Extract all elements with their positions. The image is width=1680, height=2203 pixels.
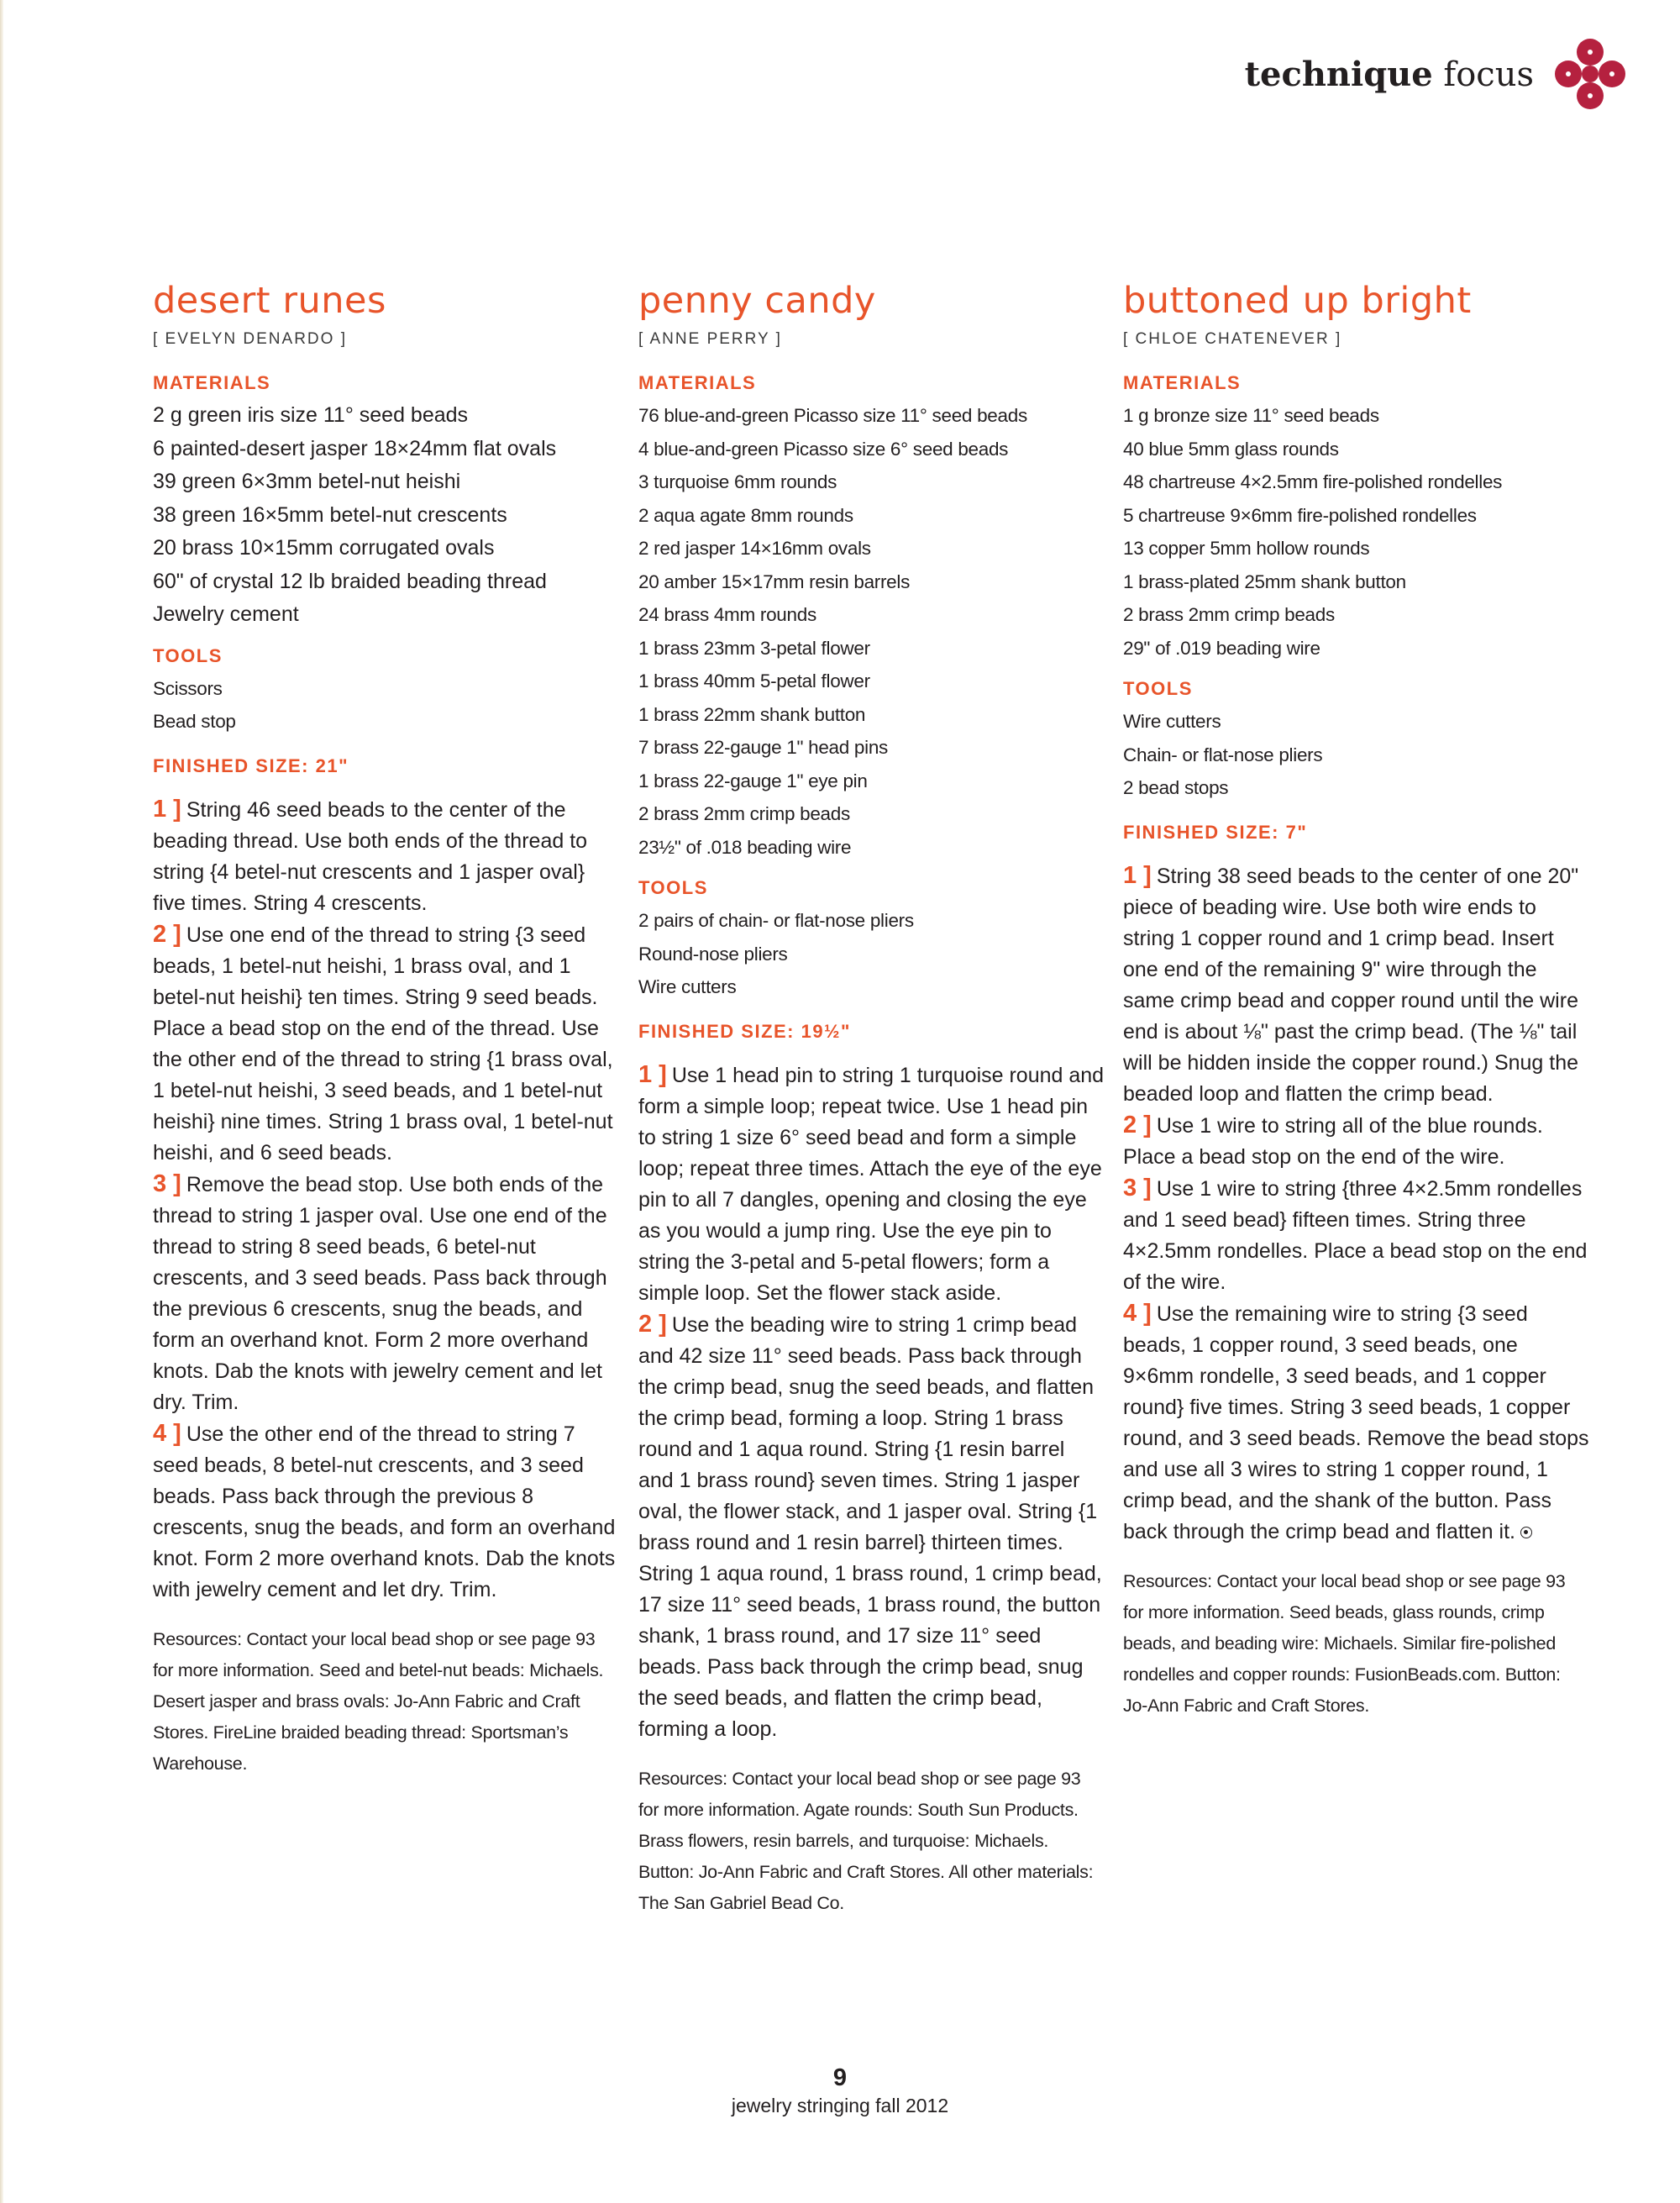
project-desert-runes <box>153 273 619 1780</box>
step-number: 2 ] <box>1123 1111 1152 1138</box>
list-item: 2 bead stops <box>1123 777 1229 798</box>
list-item: 1 brass 22mm shank button <box>638 703 866 725</box>
steps <box>153 794 619 1606</box>
resources-note: Resources: Contact your local bead shop or see page 93 for more information. Seed and betel-nut beads: Michaels. Desert jasper and brass ovals: Jo-Ann Fabric and Craft Stores. FireLine braided beading thread: Sportsman’s Warehouse. <box>153 1628 604 1774</box>
tools-heading: TOOLS <box>1123 678 1193 699</box>
list-item: Wire cutters <box>1123 711 1221 732</box>
list-item: 76 blue-and-green Picasso size 11° seed beads <box>638 405 1027 426</box>
list-item: 4 blue-and-green Picasso size 6° seed beads <box>638 438 1009 460</box>
tools-list <box>638 904 1105 1004</box>
page-spine-edge <box>0 0 3 2203</box>
step-text: Use the remaining wire to string {3 seed beads, 1 copper round, 3 seed beads, one 9×6mm rondelle, 3 seed beads, and 1 copper round} five times. String 3 seed beads, 1 copper round, and 3 seed beads. Remove the bead stops and use all 3 wires to string 1 copper round, 1 crimp bead, and the shank of the button. Pass back through the crimp bead and flatten it. <box>1123 1301 1589 1543</box>
section-header <box>1245 32 1628 116</box>
list-item: 1 brass 40mm 5-petal flower <box>638 670 870 691</box>
list-item: 40 blue 5mm glass rounds <box>1123 438 1339 460</box>
tools-heading: TOOLS <box>638 877 708 898</box>
page-footer <box>0 2063 1680 2118</box>
finished-size: FINISHED SIZE: 21" <box>153 754 349 776</box>
materials-heading: MATERIALS <box>153 372 271 393</box>
list-item: 1 brass 23mm 3-petal flower <box>638 637 870 659</box>
list-item: 5 chartreuse 9×6mm fire-polished rondelles <box>1123 504 1477 526</box>
project-title: buttoned up bright <box>1123 280 1472 322</box>
list-item: 38 green 16×5mm betel-nut crescents <box>153 502 507 527</box>
step <box>1123 860 1589 1110</box>
list-item: 13 copper 5mm hollow rounds <box>1123 538 1370 559</box>
list-item: 7 brass 22-gauge 1" head pins <box>638 737 889 758</box>
step-text: Use the other end of the thread to string 7 seed beads, 8 betel-nut crescents, and 3 seed beads. Pass back through the previous 8 crescents, snug the beads, and form an overhand knot. Form 2 more overhand knots. Dab the knots with jewelry cement and let dry. Trim. <box>153 1422 616 1601</box>
step <box>153 794 619 919</box>
list-item: 20 amber 15×17mm resin barrels <box>638 570 911 592</box>
project-penny-candy <box>638 273 1105 1919</box>
list-item: Bead stop <box>153 711 236 732</box>
step-number: 3 ] <box>1123 1174 1152 1201</box>
materials-list <box>638 399 1105 864</box>
list-item: 48 chartreuse 4×2.5mm fire-polished rondelles <box>1123 471 1503 492</box>
step-number: 1 ] <box>1123 861 1152 889</box>
step <box>1123 1110 1589 1173</box>
step-text: Remove the bead stop. Use both ends of the thread to string 1 jasper oval. Use one end of the thread to string 8 seed beads, 6 betel-nut crescents, and 3 seed beads. Pass back through the previous 6 crescents, snug the beads, and form an overhand knot. Form 2 more overhand knots. Dab the knots with jewelry cement and let dry. Trim. <box>153 1172 607 1414</box>
step-text: Use 1 head pin to string 1 turquoise round and form a simple loop; repeat twice. Use 1 head pin to string 1 size 6° seed bead and form a simple loop; repeat three times. Attach the eye of the eye pin to all 7 dangles, opening and closing the eye as you would a jump ring. Use the eye pin to string the 3-petal and 5-petal flowers; form a simple loop. Set the flower stack aside. <box>638 1063 1105 1305</box>
resources-note: Resources: Contact your local bead shop or see page 93 for more information. Agate rounds: South Sun Products. Brass flowers, resin barrels, and turquoise: Michaels. Button: Jo-Ann Fabric and Craft Stores. All other materials: The San Gabriel Bead Co. <box>638 1768 1094 1913</box>
step <box>153 1418 619 1606</box>
step-number: 1 ] <box>153 795 181 823</box>
section-title <box>1245 55 1534 94</box>
list-item: Chain- or flat-nose pliers <box>1123 744 1323 765</box>
materials-heading: MATERIALS <box>638 372 757 393</box>
tools-list <box>1123 705 1589 805</box>
list-item: 24 brass 4mm rounds <box>638 604 816 625</box>
step <box>1123 1173 1589 1298</box>
step-text: String 46 seed beads to the center of the beading thread. Use both ends of the thread to string {4 betel-nut crescents and 1 jasper oval} five times. String 4 crescents. <box>153 797 588 915</box>
list-item: Jewelry cement <box>153 602 299 626</box>
project-byline: [ EVELYN DENARDO ] <box>153 330 347 348</box>
list-item: Wire cutters <box>638 976 737 997</box>
materials-list <box>1123 399 1589 665</box>
step-text: Use the beading wire to string 1 crimp bead and 42 size 11° seed beads. Pass back through the crimp bead, snug the seed beads, and flatten the crimp bead, forming a loop. String 1 brass round and 1 aqua round. String {1 resin barrel and 1 brass round} seven times. String 1 jasper oval, the flower stack, and 1 jasper oval. String {1 brass round and 1 resin barrel} thirteen times. String 1 aqua round, 1 brass round, 1 crimp bead, 17 size 11° seed beads, 1 brass round, the button shank, 1 brass round, and 17 size 11° seed beads. Pass back through the crimp bead, snug the seed beads, and flatten the crimp bead, forming a loop. <box>638 1312 1102 1741</box>
steps <box>1123 860 1589 1548</box>
step <box>638 1059 1105 1309</box>
step-number: 4 ] <box>1123 1299 1152 1327</box>
list-item: 1 brass-plated 25mm shank button <box>1123 570 1406 592</box>
list-item: 1 g bronze size 11° seed beads <box>1123 405 1379 426</box>
page-number: 9 <box>832 2064 848 2091</box>
materials-list <box>153 399 619 632</box>
list-item: 29" of .019 beading wire <box>1123 637 1320 659</box>
project-buttoned-up-bright <box>1123 273 1589 1722</box>
list-item: Round-nose pliers <box>638 943 788 965</box>
step <box>1123 1298 1589 1548</box>
section-title-light: focus <box>1443 55 1534 94</box>
step-text: Use 1 wire to string {three 4×2.5mm rondelles and 1 seed bead} fifteen times. String three 4×2.5mm rondelles. Place a bead stop on the end of the wire. <box>1123 1176 1588 1294</box>
list-item: 39 green 6×3mm betel-nut heishi <box>153 470 461 493</box>
step <box>153 1169 619 1418</box>
project-byline: [ CHLOE CHATENEVER ] <box>1123 330 1342 348</box>
section-title-bold: technique <box>1244 54 1433 94</box>
list-item: 20 brass 10×15mm corrugated ovals <box>153 536 495 560</box>
project-byline: [ ANNE PERRY ] <box>638 330 782 348</box>
project-title: desert runes <box>153 280 386 322</box>
list-item: 60" of crystal 12 lb braided beading thread <box>153 569 547 593</box>
list-item: 2 g green iris size 11° seed beads <box>153 403 469 427</box>
finished-size: FINISHED SIZE: 19½" <box>638 1020 851 1042</box>
steps <box>638 1059 1105 1745</box>
step-text: Use 1 wire to string all of the blue rounds. Place a bead stop on the end of the wire. <box>1123 1113 1543 1169</box>
list-item: 23½" of .018 beading wire <box>638 836 852 858</box>
list-item: 2 pairs of chain- or flat-nose pliers <box>638 910 914 931</box>
step-number: 1 ] <box>638 1060 667 1088</box>
list-item: Scissors <box>153 677 223 699</box>
step <box>153 919 619 1169</box>
tools-heading: TOOLS <box>153 644 223 666</box>
step-text: Use one end of the thread to string {3 seed beads, 1 betel-nut heishi, 1 brass oval, and 1 betel-nut heishi} ten times. String 9 seed beads. Place a bead stop on the end of the thread. Use the other end of the thread to string {1 brass oval, 1 betel-nut heishi, 3 seed beads, and 1 betel-nut heishi} nine times. String 1 brass oval, 1 betel-nut heishi, and 6 seed beads. <box>153 923 613 1165</box>
list-item: 6 painted-desert jasper 18×24mm flat ovals <box>153 436 557 460</box>
list-item: 2 red jasper 14×16mm ovals <box>638 538 871 559</box>
list-item: 2 brass 2mm crimp beads <box>1123 604 1335 625</box>
step-number: 4 ] <box>153 1419 181 1447</box>
step-text: String 38 seed beads to the center of one 20" piece of beading wire. Use both wire ends to string 1 copper round and 1 crimp bead. Insert one end of the remaining 9" wire through the same crimp bead and copper round until the wire end is about ⅛" past the crimp bead. (The ⅛" tail will be hidden inside the copper round.) Snug the beaded loop and flatten the crimp bead. <box>1123 864 1579 1106</box>
quatrefoil-flower-icon <box>1552 36 1628 112</box>
end-mark-icon <box>1520 1527 1532 1538</box>
publication-name: jewelry stringing fall 2012 <box>731 2095 949 2116</box>
list-item: 2 brass 2mm crimp beads <box>638 803 850 824</box>
materials-heading: MATERIALS <box>1123 372 1242 393</box>
finished-size: FINISHED SIZE: 7" <box>1123 821 1308 843</box>
step-number: 2 ] <box>153 920 181 948</box>
list-item: 2 aqua agate 8mm rounds <box>638 504 853 526</box>
project-title: penny candy <box>638 280 876 322</box>
step-number: 2 ] <box>638 1310 667 1338</box>
resources-note: Resources: Contact your local bead shop or see page 93 for more information. Seed beads, glass rounds, crimp beads, and beading wire: Michaels. Similar fire-polished rondelles and copper rounds: FusionBeads.com. Button: Jo-Ann Fabric and Craft Stores. <box>1123 1570 1566 1716</box>
tools-list <box>153 672 619 739</box>
list-item: 1 brass 22-gauge 1" eye pin <box>638 770 868 791</box>
step <box>638 1309 1105 1745</box>
step-number: 3 ] <box>153 1170 181 1197</box>
list-item: 3 turquoise 6mm rounds <box>638 471 837 492</box>
